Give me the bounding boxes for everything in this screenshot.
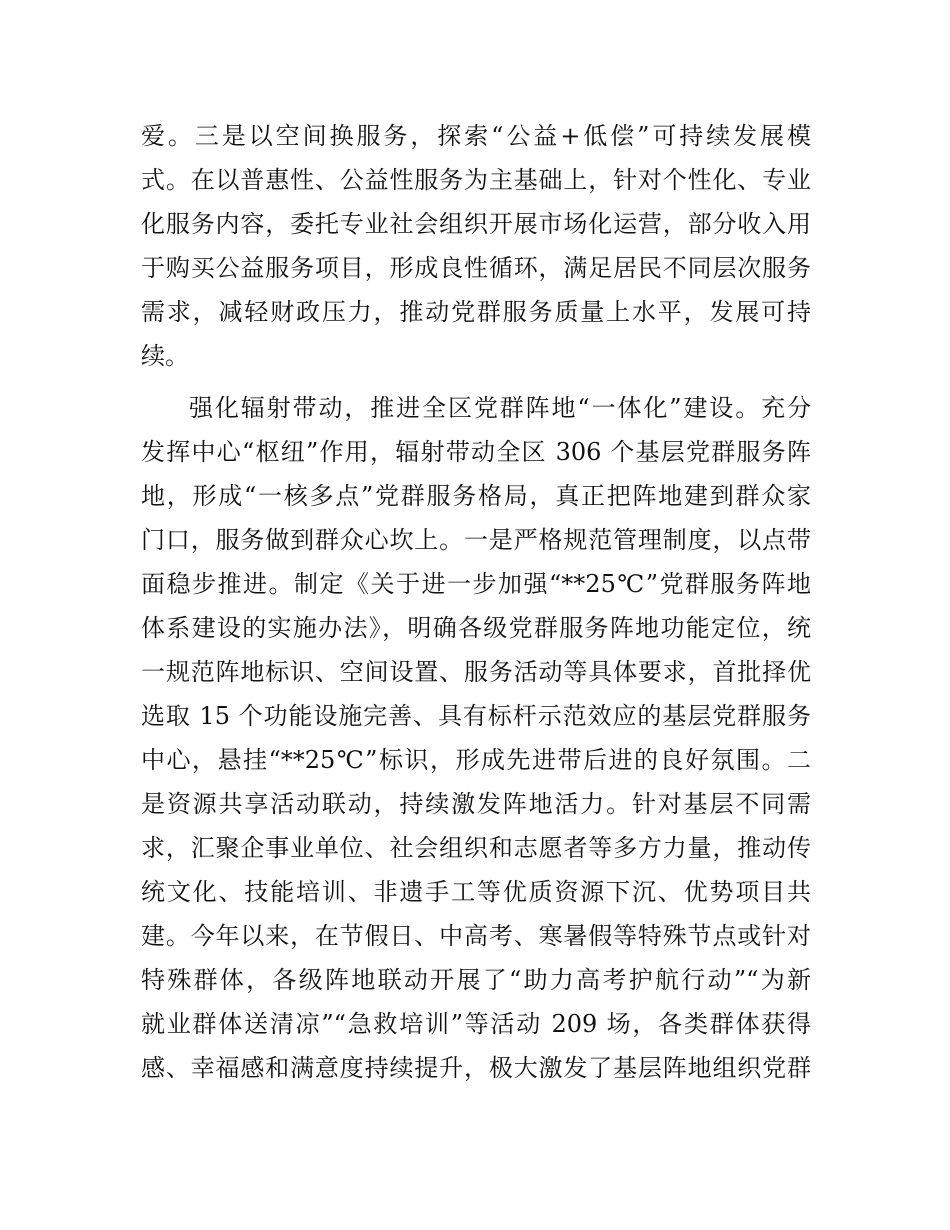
text-line: 特殊群体，各级阵地联动开展了“助力高考护航行动”“为新	[141, 966, 811, 994]
text-line: 选取 15 个功能设施完善、具有标杆示范效应的基层党群服务	[141, 702, 811, 730]
text-line: 化服务内容，委托专业社会组织开展市场化运营，部分收入用	[141, 210, 811, 238]
text-line: 续。	[141, 342, 189, 370]
text-line: 地，形成“一核多点”党群服务格局，真正把阵地建到群众家	[141, 482, 811, 510]
text-line: 就业群体送清凉”“急救培训”等活动 209 场，各类群体获得	[141, 1010, 811, 1038]
text-line: 感、幸福感和满意度持续提升，极大激发了基层阵地组织党群	[141, 1054, 811, 1082]
text-line: 求，汇聚企事业单位、社会组织和志愿者等多方力量，推动传	[141, 834, 811, 862]
paragraph-first-line: 强化辐射带动，推进全区党群阵地“一体化”建设。充分	[189, 394, 811, 422]
text-line: 中心，悬挂“**25℃”标识，形成先进带后进的良好氛围。二	[141, 746, 811, 774]
text-line: 面稳步推进。制定《关于进一步加强“**25℃”党群服务阵地	[141, 570, 811, 598]
text-line: 建。今年以来，在节假日、中高考、寒暑假等特殊节点或针对	[141, 922, 811, 950]
text-line: 爱。三是以空间换服务，探索“公益+低偿”可持续发展模	[141, 122, 811, 150]
text-line: 门口，服务做到群众心坎上。一是严格规范管理制度，以点带	[141, 526, 811, 554]
text-line: 式。在以普惠性、公益性服务为主基础上，针对个性化、专业	[141, 166, 811, 194]
text-line: 需求，减轻财政压力，推动党群服务质量上水平，发展可持	[141, 298, 811, 326]
text-line: 发挥中心“枢纽”作用，辐射带动全区 306 个基层党群服务阵	[141, 438, 811, 466]
text-line: 统文化、技能培训、非遗手工等优质资源下沉、优势项目共	[141, 878, 811, 906]
text-line: 于购买公益服务项目，形成良性循环，满足居民不同层次服务	[141, 254, 811, 282]
text-line: 一规范阵地标识、空间设置、服务活动等具体要求，首批择优	[141, 658, 811, 686]
text-line: 是资源共享活动联动，持续激发阵地活力。针对基层不同需	[141, 790, 811, 818]
text-line: 体系建设的实施办法》，明确各级党群服务阵地功能定位，统	[141, 614, 811, 642]
